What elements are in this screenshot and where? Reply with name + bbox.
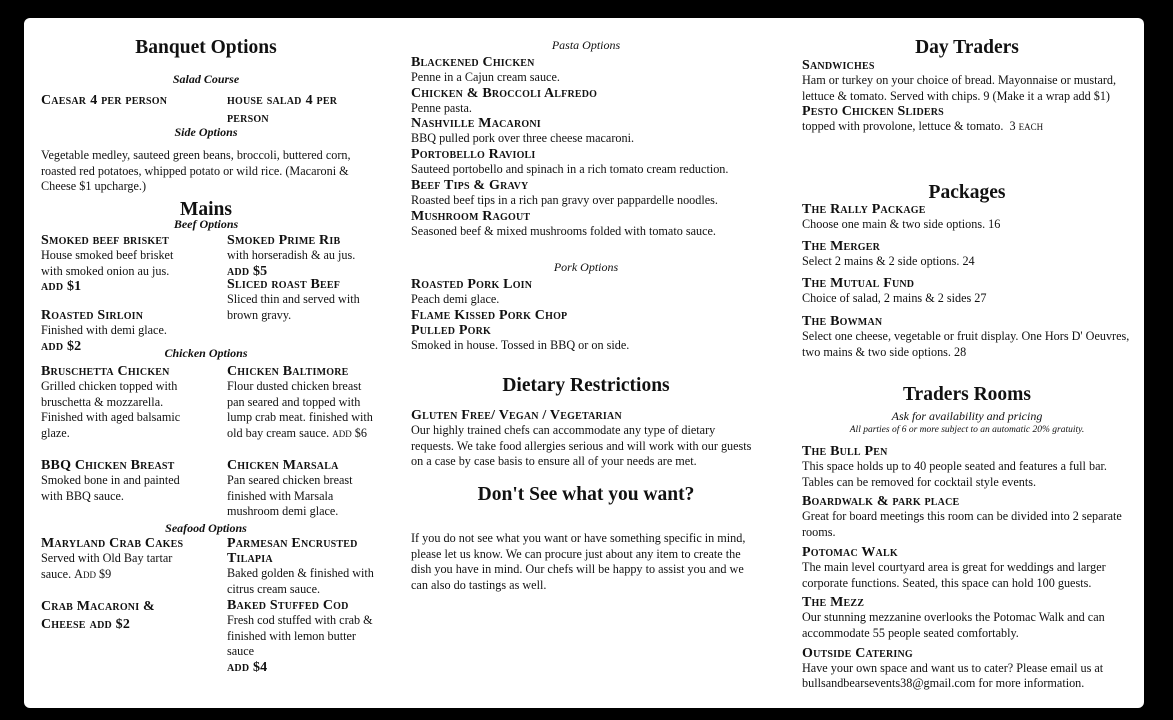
room-desc: Our stunning mezzanine overlooks the Potomac Walk and can accommodate 55 people seated comfortably. xyxy=(802,610,1105,640)
sirloin-add: add $2 xyxy=(41,338,82,354)
crab-cakes-item xyxy=(41,536,191,582)
salad-heading: Salad Course xyxy=(172,72,240,86)
tilapia-item xyxy=(227,536,377,597)
caesar-item xyxy=(41,91,201,109)
baltimore-desc: Flour dusted chicken breast pan seared and topped with lump crab meat. finished with old bay cream sauce. xyxy=(227,379,373,441)
crab-mac-add: add $2 xyxy=(89,617,131,632)
pasta-item-desc: Roasted beef tips in a rich pan gravy over pappardelle noodles. xyxy=(411,192,718,207)
packages-title: Packages xyxy=(928,182,1006,203)
primerib-name: Smoked Prime Rib xyxy=(227,233,341,248)
brisket-name: Smoked beef brisket xyxy=(41,233,170,248)
primerib-item xyxy=(227,233,377,279)
pasta-item-name: Blackened Chicken xyxy=(411,55,535,70)
pasta-item-desc: Sauteed portobello and spinach in a rich tomato cream reduction. xyxy=(411,162,729,177)
tilapia-name: Parmesan Encrusted Tilapia xyxy=(227,536,358,566)
crab-mac-name: Crab Macaroni & Cheese xyxy=(41,599,155,632)
house-salad-price: 4 per person xyxy=(227,93,338,126)
marsala-item xyxy=(227,458,377,520)
crab-mac-item xyxy=(41,597,191,633)
side-desc: Vegetable medley, sauteed green beans, broccoli, buttered corn, roasted red potatoes, whipped potato or wild rice. (Macaroni & Cheese $1 upcharge.) xyxy=(41,148,351,194)
merger-name: The Merger xyxy=(802,239,881,254)
baltimore-item xyxy=(227,364,377,442)
room-desc: This space holds up to 40 people seated and features a full bar. Tables can be removed for cocktail style events. xyxy=(802,459,1107,489)
pork-item-desc: Smoked in house. Tossed in BBQ or on side. xyxy=(411,337,630,352)
caesar-name: Caesar xyxy=(41,93,87,108)
dontsee-title: Don't See what you want? xyxy=(477,484,695,505)
room-desc: Have your own space and want us to cater? Please email us at bullsandbearsevents38@gmail.com for more information. xyxy=(802,660,1104,691)
pasta-item-name: Nashville Macaroni xyxy=(411,116,541,132)
sliced-item xyxy=(227,277,377,323)
cod-name: Baked Stuffed Cod xyxy=(227,598,349,613)
room-desc: The main level courtyard area is great for weddings and larger corporate functions. Seated, this space can hold 100 guests. xyxy=(802,559,1106,590)
dietary-name: Gluten Free/ Vegan / Vegetarian xyxy=(411,408,622,423)
brisket-desc: House smoked beef brisket with smoked onion au jus. xyxy=(41,248,174,278)
pasta-item-desc: Penne pasta. xyxy=(411,100,472,115)
room-name: The Mezz xyxy=(802,595,865,611)
pasta-item-desc: Seasoned beef & mixed mushrooms folded with tomato sauce. xyxy=(411,223,716,238)
bbq-chicken-desc: Smoked bone in and painted with BBQ sauce. xyxy=(41,473,180,503)
baltimore-add: add $6 xyxy=(332,426,367,441)
crab-cakes-name: Maryland Crab Cakes xyxy=(41,536,184,551)
pasta-item-name: Portobello Ravioli xyxy=(411,147,536,163)
bbq-chicken-name: BBQ Chicken Breast xyxy=(41,458,175,473)
bbq-chicken-item xyxy=(41,458,191,504)
rooms-list xyxy=(802,444,1132,692)
sliders-price: 3 each xyxy=(1009,119,1044,134)
banquet-title: Banquet Options xyxy=(135,37,277,58)
room-name: The Bull Pen xyxy=(802,444,888,459)
pasta-item-name: Mushroom Ragout xyxy=(411,208,531,224)
dietary-desc: Our highly trained chefs can accommodate any type of dietary requests. We take food allergies serious and will work with our guests on a case by case basis to ensure all of your needs are met. xyxy=(411,423,752,469)
room-name: Potomac Walk xyxy=(802,544,898,560)
sliders-name: Pesto Chicken Sliders xyxy=(802,104,944,120)
house-salad-name: house salad xyxy=(227,93,302,108)
baltimore-name: Chicken Baltimore xyxy=(227,364,349,379)
sliders-desc: topped with provolone, lettuce & tomato. xyxy=(802,119,1004,134)
sandwiches-name: Sandwiches xyxy=(802,58,875,73)
bruschetta-desc: Grilled chicken topped with bruschetta & mozzarella. Finished with aged balsamic glaze. xyxy=(41,379,181,441)
primerib-desc: with horseradish & au jus. xyxy=(227,248,356,262)
chicken-heading: Chicken Options xyxy=(164,346,248,360)
cod-item xyxy=(227,598,377,675)
menu-page xyxy=(24,18,1144,708)
bowman-desc: Select one cheese, vegetable or fruit display. One Hors D' Oeuvres, two mains & two side options. 28 xyxy=(802,329,1130,359)
pork-list xyxy=(411,277,761,353)
room-desc: Great for board meetings this room can be divided into 2 separate rooms. xyxy=(802,509,1122,540)
mains-title: Mains xyxy=(179,199,232,220)
pork-item-name: Pulled Pork xyxy=(411,322,492,338)
pork-item-desc: Peach demi glace. xyxy=(411,292,500,306)
room-name: Boardwalk & park place xyxy=(802,494,960,510)
caesar-price: 4 per person xyxy=(90,93,168,108)
pasta-item-desc: BBQ pulled pork over three cheese macaroni. xyxy=(411,131,635,146)
sandwiches-desc: Ham or turkey on your choice of bread. Mayonnaise or mustard, lettuce & tomato. Served with chips. 9 (Make it a wrap add $1) xyxy=(802,73,1117,103)
dontsee-desc: If you do not see what you want or have something specific in mind, please let us know. We can procure just about any item to create the dish you have in mind. Our chefs will be happy to assist you and we can also do tastings as well. xyxy=(411,531,746,593)
room-name: Outside Catering xyxy=(802,645,913,661)
mutual-fund-desc: Choice of salad, 2 mains & 2 sides 27 xyxy=(802,291,987,305)
pork-item-name: Roasted Pork Loin xyxy=(411,277,533,292)
dietary-title: Dietary Restrictions xyxy=(502,375,670,396)
primerib-add: add $5 xyxy=(227,263,268,279)
pasta-list xyxy=(411,55,761,239)
marsala-desc: Pan seared chicken breast finished with Marsala mushroom demi glace. xyxy=(227,473,353,519)
pasta-item-name: Beef Tips & Gravy xyxy=(411,177,529,193)
merger-item xyxy=(802,239,1132,270)
brisket-item xyxy=(41,233,191,294)
bruschetta-name: Bruschetta Chicken xyxy=(41,364,170,379)
sliced-desc: Sliced thin and served with brown gravy. xyxy=(227,292,360,322)
seafood-heading: Seafood Options xyxy=(165,521,247,535)
crab-cakes-add: Add $9 xyxy=(74,566,112,581)
sandwiches-item xyxy=(802,58,1122,135)
house-salad-item xyxy=(227,91,377,127)
marsala-name: Chicken Marsala xyxy=(227,458,339,473)
cod-desc: Fresh cod stuffed with crab & finished with lemon butter sauce xyxy=(227,613,373,659)
rooms-title: Traders Rooms xyxy=(903,384,1031,405)
bowman-name: The Bowman xyxy=(802,314,883,329)
crab-cakes-desc: Served with Old Bay tartar sauce. xyxy=(41,551,173,581)
sliced-name: Sliced roast Beef xyxy=(227,277,341,292)
merger-desc: Select 2 mains & 2 side options. 24 xyxy=(802,254,975,268)
sirloin-desc: Finished with demi glace. xyxy=(41,323,167,337)
bruschetta-item xyxy=(41,364,191,442)
rooms-sub: Ask for availability and pricing xyxy=(891,409,1043,423)
pork-heading: Pork Options xyxy=(553,260,619,274)
beef-heading: Beef Options xyxy=(173,217,239,231)
pasta-heading: Pasta Options xyxy=(551,38,621,52)
rally-desc: Choose one main & two side options. 16 xyxy=(802,217,1001,231)
daytraders-title: Day Traders xyxy=(915,37,1019,58)
pasta-item-desc: Penne in a Cajun cream sauce. xyxy=(411,70,560,84)
dietary-item xyxy=(411,408,761,470)
pork-item-name: Flame Kissed Pork Chop xyxy=(411,307,568,323)
mutual-fund-item xyxy=(802,276,1132,307)
tilapia-desc: Baked golden & finished with citrus cream sauce. xyxy=(227,566,374,596)
rally-name: The Rally Package xyxy=(802,202,926,217)
pasta-item-name: Chicken & Broccoli Alfredo xyxy=(411,85,598,101)
rally-item xyxy=(802,202,1132,233)
bowman-item xyxy=(802,314,1132,360)
cod-add: add $4 xyxy=(227,660,268,676)
side-heading: Side Options xyxy=(174,125,238,139)
brisket-add: add $1 xyxy=(41,279,82,295)
sirloin-name: Roasted Sirloin xyxy=(41,308,144,323)
rooms-note: All parties of 6 or more subject to an automatic 20% gratuity. xyxy=(849,425,1085,435)
mutual-fund-name: The Mutual Fund xyxy=(802,276,915,291)
